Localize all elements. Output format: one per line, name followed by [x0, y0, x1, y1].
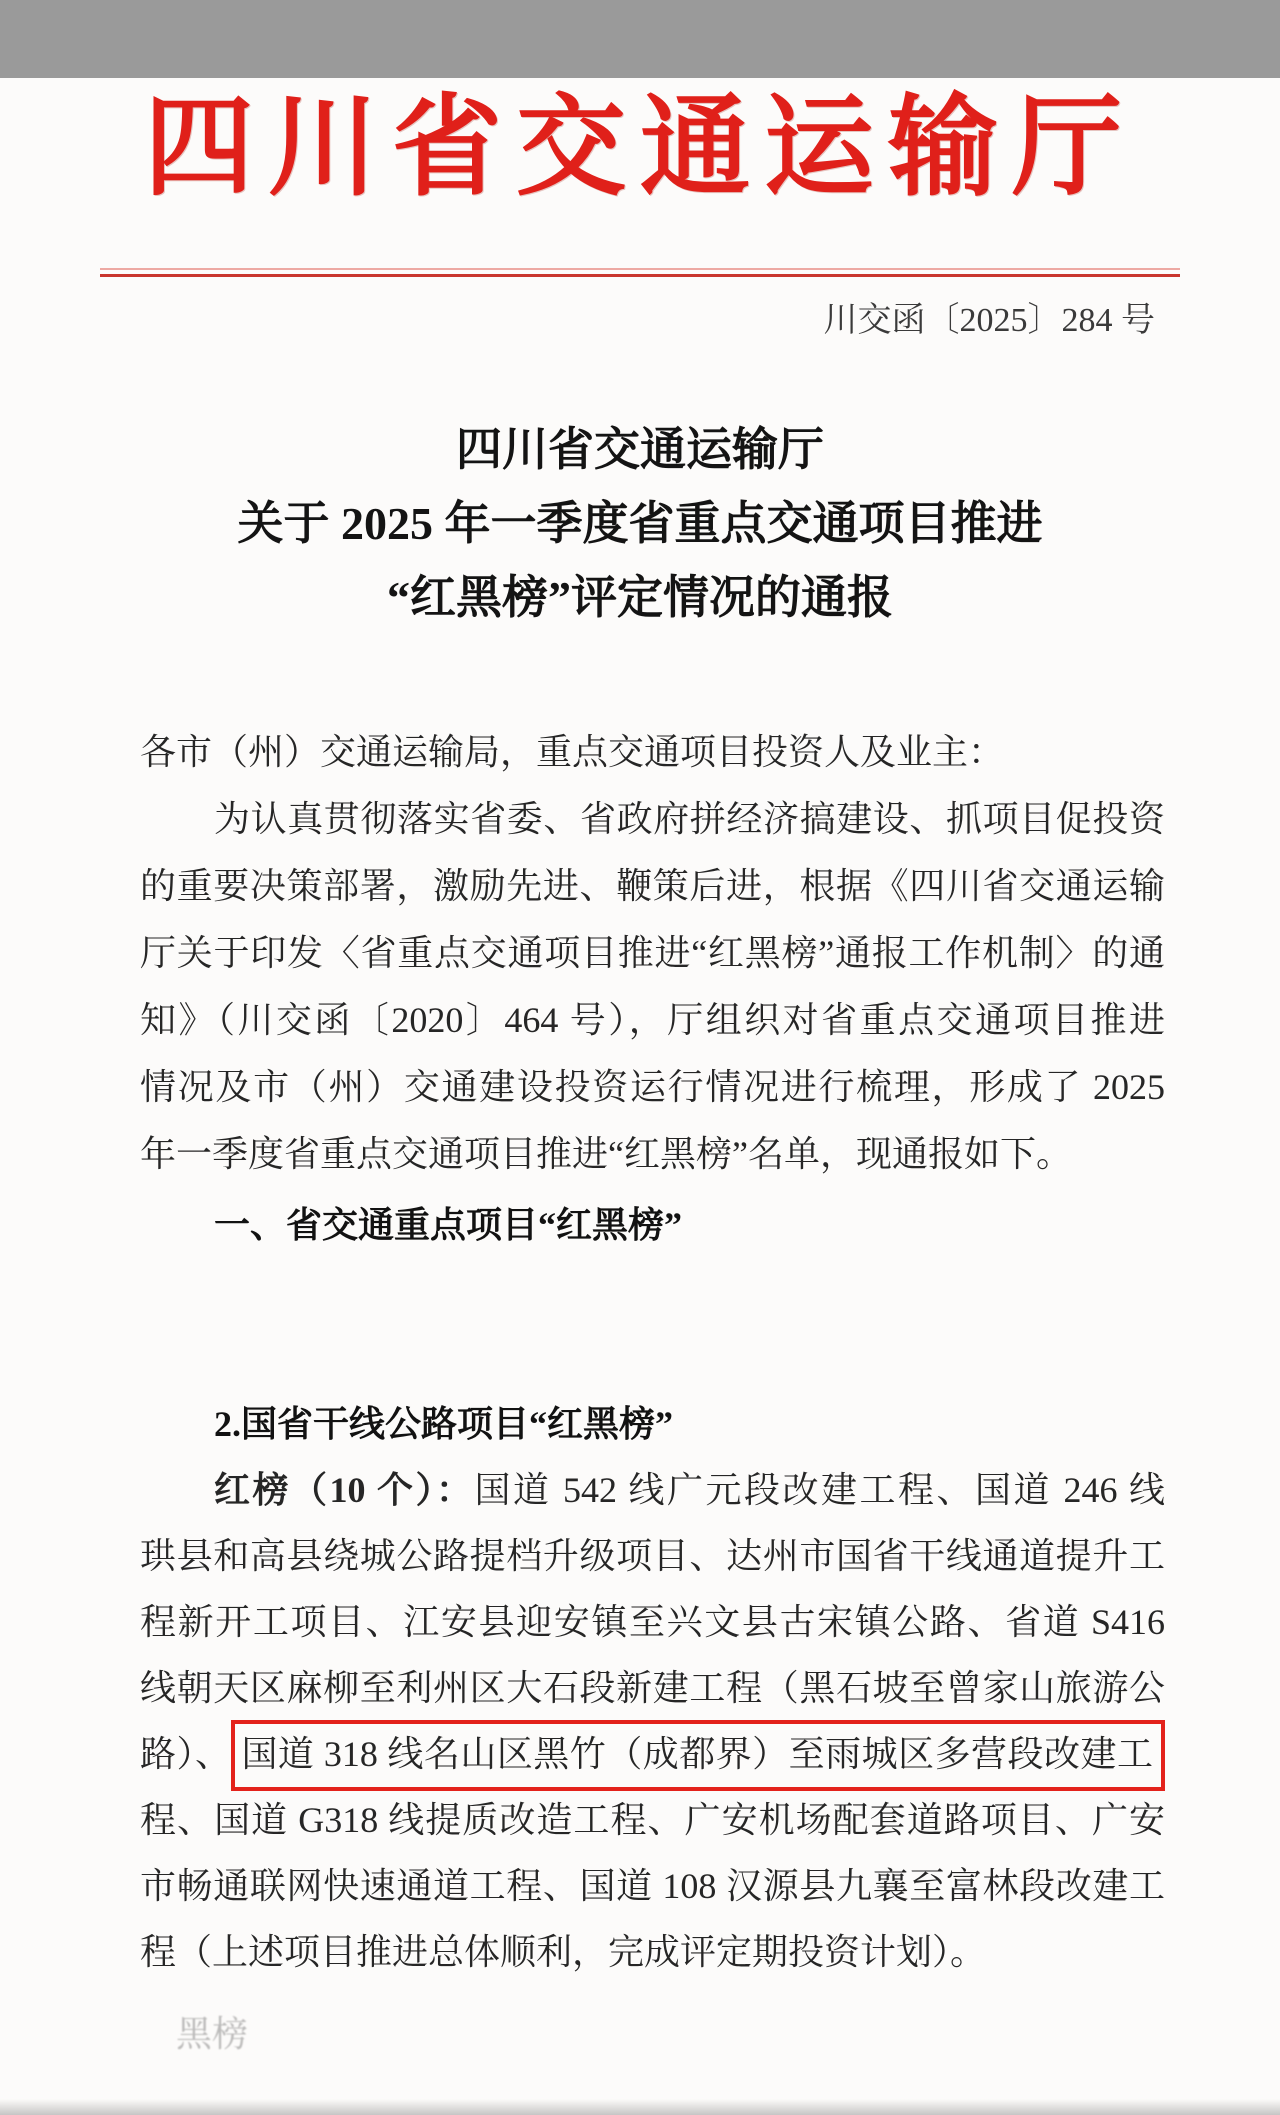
red-list-line-text: 国道 542 线广元段改建工程、国道 246 线: [474, 1470, 1165, 1510]
body-line: 厅关于印发〈省重点交通项目推进“红黑榜”通报工作机制〉的通: [140, 933, 1165, 973]
section-heading-2: 2.国省干线公路项目“红黑榜”: [214, 1404, 674, 1444]
body-line: 为认真贯彻落实省委、省政府拼经济搞建设、抓项目促投资: [214, 799, 1165, 839]
red-list-line-prefix: 路）、: [140, 1734, 232, 1774]
body-line: 情况及市（州）交通建设投资运行情况进行梳理，形成了 2025: [140, 1067, 1165, 1107]
red-list-line: 线朝天区麻柳至利州区大石段新建工程（黑石坡至曾家山旅游公: [140, 1668, 1165, 1708]
red-list-line-highlighted: [140, 1721, 1165, 1787]
title-line-1: 四川省交通运输厅: [456, 424, 824, 475]
section-heading-1: 一、省交通重点项目“红黑榜”: [214, 1205, 683, 1245]
document-page: [0, 78, 1280, 2115]
body-line: 的重要决策部署，激励先进、鞭策后进，根据《四川省交通运输: [140, 866, 1165, 906]
red-list-line: 程、国道 G318 线提质改造工程、广安机场配套道路项目、广安: [140, 1800, 1165, 1840]
red-list-line: 珙县和高县绕城公路提档升级项目、达州市国省干线通道提升工: [140, 1536, 1165, 1576]
document-title: [0, 413, 1280, 635]
red-list-line: 程（上述项目推进总体顺利，完成评定期投资计划）。: [140, 1932, 987, 1972]
red-header-divider: [100, 268, 1180, 277]
red-highlight-box: 国道 318 线名山区黑竹（成都界）至雨城区多营段改建工: [231, 1720, 1165, 1791]
title-line-2: 关于 2025 年一季度省重点交通项目推进: [237, 498, 1043, 549]
page-bottom-scan-edge: [0, 2099, 1280, 2115]
doc-number: 川交函〔2025〕284 号: [823, 302, 1155, 339]
red-list-line: [140, 1457, 1165, 1523]
body-line: 年一季度省重点交通项目推进“红黑榜”名单，现通报如下。: [140, 1134, 1072, 1174]
red-list-line: 程新开工项目、江安县迎安镇至兴文县古宋镇公路、省道 S416: [140, 1602, 1165, 1642]
body-line: 知》（川交函〔2020〕464 号），厅组织对省重点交通项目推进: [140, 1000, 1165, 1040]
body-block-2: [140, 1391, 1165, 2054]
red-list-line: 市畅通联网快速通道工程、国道 108 汉源县九襄至富林段改建工: [140, 1866, 1165, 1906]
title-line-3: “红黑榜”评定情况的通报: [387, 572, 893, 623]
partial-next-line: 黑榜: [176, 2014, 249, 2054]
agency-header: 四川省交通运输厅: [144, 87, 1136, 209]
red-list-lead: 红榜（10 个）：: [214, 1470, 475, 1510]
salutation: 各市（州）交通运输局，重点交通项目投资人及业主：: [140, 732, 1005, 772]
body-block-1: [140, 719, 1165, 1259]
